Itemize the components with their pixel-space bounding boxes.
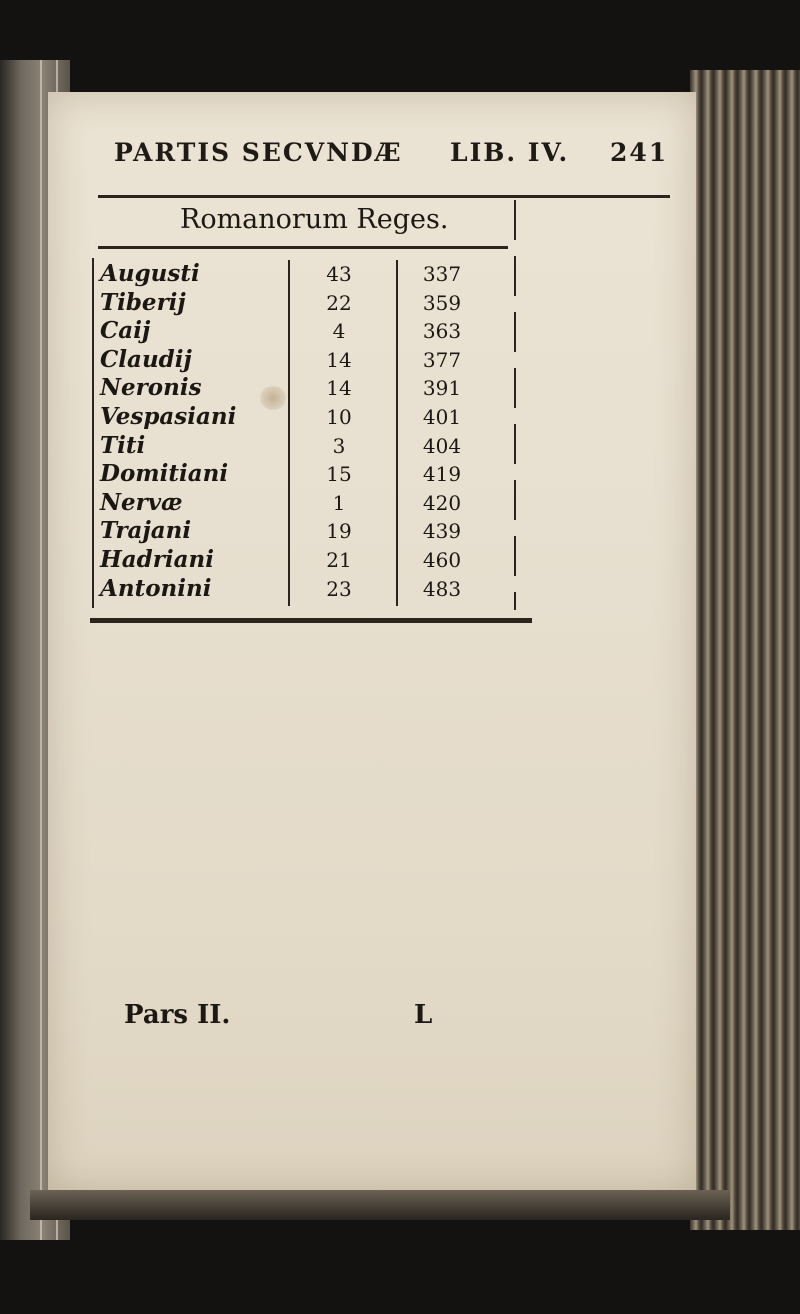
emperor-name: Neronis bbox=[100, 374, 202, 402]
reign-years: 10 bbox=[326, 405, 352, 429]
start-year: 377 bbox=[422, 347, 462, 372]
reign-years: 3 bbox=[332, 433, 346, 458]
start-year: 460 bbox=[422, 548, 462, 572]
emperor-name: Antonini bbox=[100, 574, 212, 602]
reign-years: 4 bbox=[332, 319, 346, 344]
start-year: 483 bbox=[422, 576, 462, 601]
emperor-name: Trajani bbox=[100, 517, 192, 545]
signature-mark: Pars II. bbox=[124, 1000, 231, 1030]
start-year: 391 bbox=[422, 376, 462, 401]
emperor-name: Tiberij bbox=[100, 288, 186, 316]
emperor-name: Augusti bbox=[100, 260, 200, 287]
reign-years: 23 bbox=[326, 576, 352, 601]
table-row bbox=[86, 460, 518, 489]
header-rule bbox=[98, 195, 670, 198]
table-row bbox=[86, 517, 518, 546]
reign-years: 22 bbox=[326, 290, 352, 315]
running-header bbox=[110, 138, 670, 178]
emperor-name: Titi bbox=[100, 431, 146, 459]
table-row bbox=[86, 374, 518, 403]
paper-stain bbox=[260, 386, 286, 410]
reign-years: 14 bbox=[326, 347, 352, 372]
emperor-name: Claudij bbox=[100, 345, 192, 373]
table-row bbox=[86, 317, 518, 346]
emperor-name: Caij bbox=[100, 317, 151, 345]
reign-years: 19 bbox=[326, 519, 352, 544]
table-row bbox=[86, 260, 518, 289]
page-edges-right bbox=[690, 70, 800, 1230]
title-rule bbox=[98, 246, 508, 249]
emperor-name: Vespasiani bbox=[100, 403, 237, 430]
emperor-name: Domitiani bbox=[100, 460, 229, 488]
table-row bbox=[86, 489, 518, 518]
reign-years: 14 bbox=[326, 376, 352, 401]
table-row bbox=[86, 403, 518, 432]
header-part: PARTIS SECVNDÆ bbox=[114, 138, 403, 167]
reign-years: 43 bbox=[326, 262, 352, 286]
table-row bbox=[86, 575, 518, 604]
start-year: 420 bbox=[422, 490, 462, 515]
table-row bbox=[86, 289, 518, 318]
table-bottom-rule bbox=[90, 618, 532, 623]
reign-years: 1 bbox=[332, 490, 346, 515]
binding-rule bbox=[40, 60, 42, 1240]
header-book: LIB. IV. bbox=[450, 138, 570, 167]
table-right-rule bbox=[514, 200, 516, 610]
page-number: 241 bbox=[610, 138, 669, 167]
start-year: 359 bbox=[422, 290, 462, 315]
signature-line bbox=[120, 1000, 640, 1036]
start-year: 404 bbox=[422, 433, 462, 458]
emperor-name: Hadriani bbox=[100, 546, 214, 573]
reign-years: 21 bbox=[326, 548, 352, 572]
start-year: 337 bbox=[422, 262, 462, 286]
reges-table bbox=[86, 252, 518, 617]
start-year: 419 bbox=[422, 462, 462, 487]
table-row bbox=[86, 546, 518, 575]
start-year: 401 bbox=[422, 405, 462, 429]
start-year: 439 bbox=[422, 519, 462, 544]
page-edge-bottom bbox=[30, 1190, 730, 1220]
reign-years: 15 bbox=[326, 462, 352, 487]
emperor-name: Nervæ bbox=[100, 488, 183, 516]
table-row bbox=[86, 346, 518, 375]
start-year: 363 bbox=[422, 319, 462, 344]
table-row bbox=[86, 432, 518, 461]
table-title: Romanorum Reges. bbox=[180, 204, 449, 235]
signature-letter: L bbox=[414, 1000, 433, 1030]
